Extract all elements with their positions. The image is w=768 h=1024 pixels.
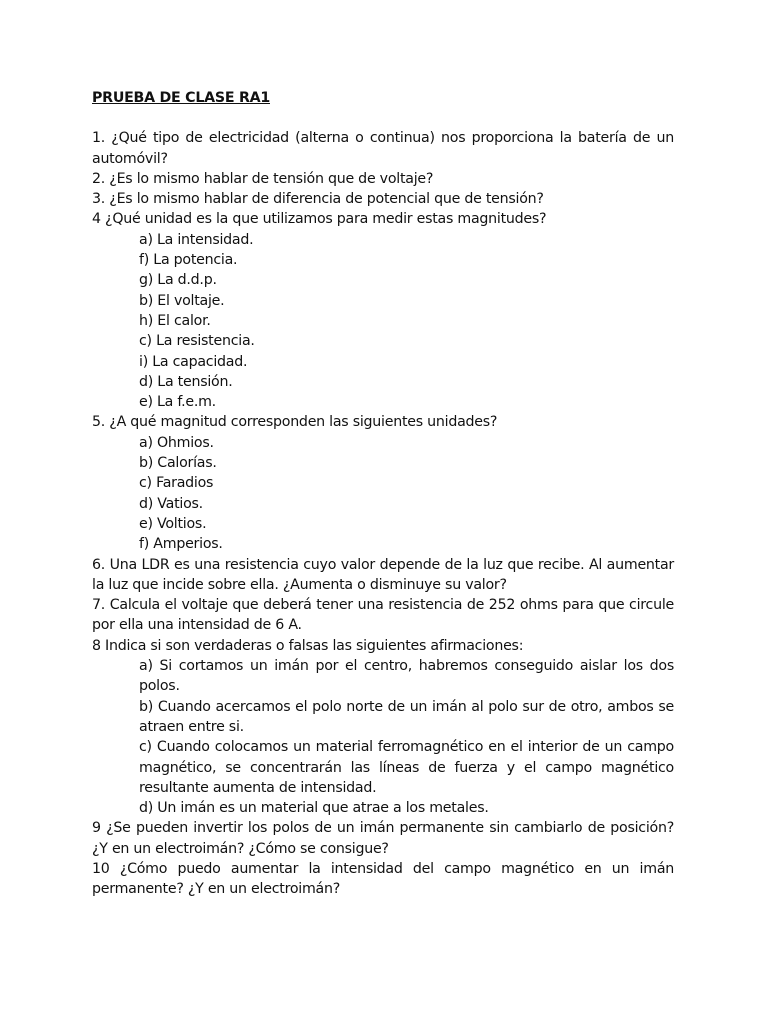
question-6: 6. Una LDR es una resistencia cuyo valor depende de la luz que recibe. Al aumentar la luz que incide sobre ella. ¿Aumenta o disminuye su valor?: [92, 556, 674, 593]
question-1: 1. ¿Qué tipo de electricidad (alterna o continua) nos proporciona la batería de un automóvil?: [92, 130, 674, 167]
document-title: PRUEBA DE CLASE RA1: [92, 90, 270, 106]
question-10: 10 ¿Cómo puedo aumentar la intensidad del campo magnético en un imán permanente? ¿Y en un electroimán?: [92, 860, 674, 898]
document-page: [92, 88, 674, 900]
question-4-item: a) La intensidad.: [139, 231, 254, 248]
question-5-item: d) Vatios.: [139, 495, 203, 512]
question-8-item: a) Si cortamos un imán por el centro, habremos conseguido aislar los dos polos.: [139, 658, 674, 695]
question-5-item: b) Calorías.: [139, 455, 217, 472]
question-4: 4 ¿Qué unidad es la que utilizamos para medir estas magnitudes?: [92, 211, 547, 228]
question-8-item: b) Cuando acercamos el polo norte de un imán al polo sur de otro, ambos se atraen entre si.: [139, 698, 674, 735]
question-5-item: a) Ohmios.: [139, 434, 214, 451]
question-5: 5. ¿A qué magnitud corresponden las siguientes unidades?: [92, 414, 498, 431]
question-4-item: d) La tensión.: [139, 373, 233, 390]
question-2: 2. ¿Es lo mismo hablar de tensión que de voltaje?: [92, 170, 434, 187]
question-4-item: f) La potencia.: [139, 252, 238, 269]
question-4-item: c) La resistencia.: [139, 333, 255, 350]
question-5-item: e) Voltios.: [139, 515, 207, 532]
question-8-item: c) Cuando colocamos un material ferromagnético en el interior de un campo magnético, se concentrarán las líneas de fuerza y el campo magnético resultante aumenta de intensidad.: [139, 739, 674, 796]
question-4-item: i) La capacidad.: [139, 353, 248, 370]
question-8-item: d) Un imán es un material que atrae a los metales.: [139, 800, 489, 817]
question-5-item: f) Amperios.: [139, 536, 223, 553]
question-4-item: b) El voltaje.: [139, 292, 225, 309]
question-9: 9 ¿Se pueden invertir los polos de un imán permanente sin cambiarlo de posición? ¿Y en un electroimán? ¿Cómo se consigue?: [92, 820, 674, 857]
question-5-item: c) Faradios: [139, 475, 214, 492]
question-4-item: g) La d.d.p.: [139, 272, 217, 289]
question-4-item: e) La f.e.m.: [139, 394, 216, 411]
question-3: 3. ¿Es lo mismo hablar de diferencia de potencial que de tensión?: [92, 191, 544, 208]
question-4-item: h) El calor.: [139, 312, 211, 329]
question-7: 7. Calcula el voltaje que deberá tener una resistencia de 252 ohms para que circule por ella una intensidad de 6 A.: [92, 597, 674, 634]
question-8: 8 Indica si son verdaderas o falsas las siguientes afirmaciones:: [92, 637, 524, 654]
